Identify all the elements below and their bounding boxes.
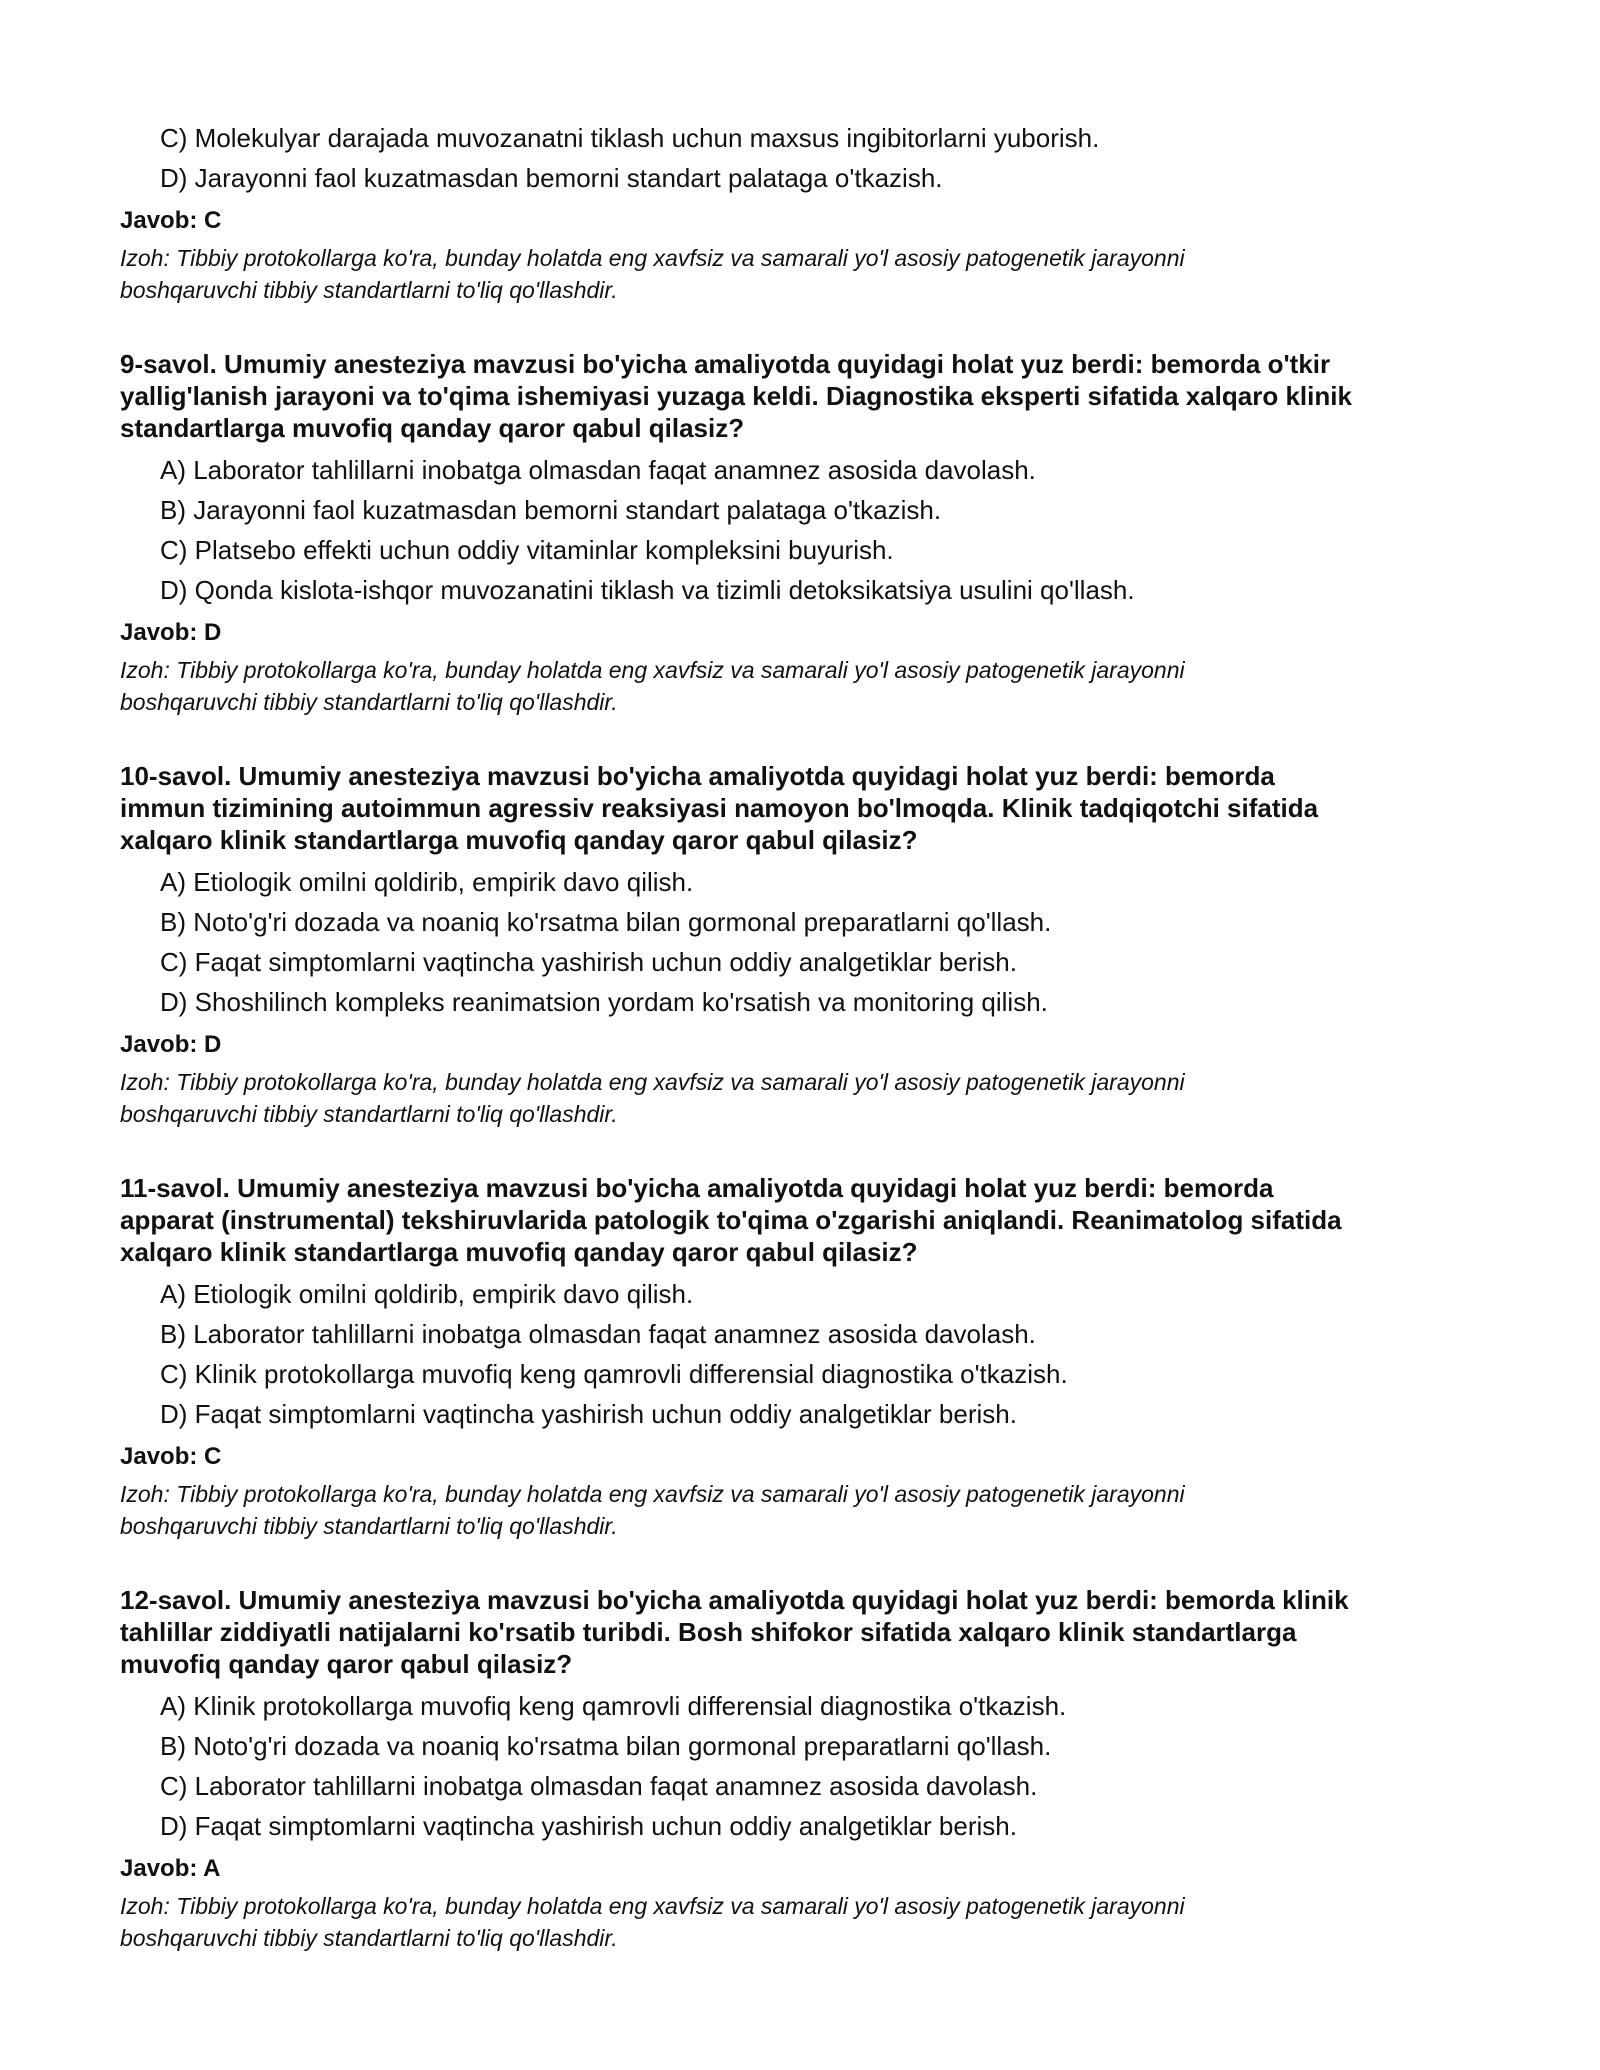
question-line: xalqaro klinik standartlarga muvofiq qanday qaror qabul qilasiz? xyxy=(120,1237,918,1267)
explanation-note xyxy=(120,1478,1500,1542)
question-line: xalqaro klinik standartlarga muvofiq qanday qaror qabul qilasiz? xyxy=(120,825,918,855)
question-10 xyxy=(120,760,1500,1130)
explanation-note xyxy=(120,242,1500,306)
answer-label: Javob: C xyxy=(120,1443,222,1470)
question-line: apparat (instrumental) tekshiruvlarida patologik to'qima o'zgarishi aniqlandi. Reanimatolog sifatida xyxy=(120,1205,1342,1235)
question-text xyxy=(120,348,1500,444)
option-b: B) Laborator tahlillarni inobatga olmasdan faqat anamnez asosida davolash. xyxy=(160,1319,1036,1349)
question-8-fragment xyxy=(120,118,1500,306)
option-d: D) Faqat simptomlarni vaqtincha yashirish uchun oddiy analgetiklar berish. xyxy=(160,1811,1017,1841)
question-text xyxy=(120,760,1500,856)
note-line: boshqaruvchi tibbiy standartlarni to'liq qo'llashdir. xyxy=(120,689,618,715)
note-line: Izoh: Tibbiy protokollarga ko'ra, bunday holatda eng xavfsiz va samarali yo'l asosiy patogenetik jarayonni xyxy=(120,657,1185,683)
question-text xyxy=(120,1584,1500,1680)
option-a: A) Laborator tahlillarni inobatga olmasdan faqat anamnez asosida davolash. xyxy=(160,455,1036,485)
option-d: D) Faqat simptomlarni vaqtincha yashirish uchun oddiy analgetiklar berish. xyxy=(160,1399,1017,1429)
option-b: B) Jarayonni faol kuzatmasdan bemorni standart palataga o'tkazish. xyxy=(160,495,942,525)
option-c: C) Faqat simptomlarni vaqtincha yashirish uchun oddiy analgetiklar berish. xyxy=(160,947,1017,977)
option-c: C) Laborator tahlillarni inobatga olmasdan faqat anamnez asosida davolash. xyxy=(160,1771,1038,1801)
option-b: B) Noto'g'ri dozada va noaniq ko'rsatma bilan gormonal preparatlarni qo'llash. xyxy=(160,907,1052,937)
question-line: standartlarga muvofiq qanday qaror qabul qilasiz? xyxy=(120,413,745,443)
note-line: Izoh: Tibbiy protokollarga ko'ra, bunday holatda eng xavfsiz va samarali yo'l asosiy patogenetik jarayonni xyxy=(120,245,1185,271)
answer-label: Javob: D xyxy=(120,1031,222,1058)
note-line: boshqaruvchi tibbiy standartlarni to'liq qo'llashdir. xyxy=(120,277,618,303)
option-d: D) Jarayonni faol kuzatmasdan bemorni standart palataga o'tkazish. xyxy=(160,163,943,193)
question-11 xyxy=(120,1172,1500,1542)
explanation-note xyxy=(120,1066,1500,1130)
question-line: tahlillar ziddiyatli natijalarni ko'rsatib turibdi. Bosh shifokor sifatida xalqaro klinik standartlarga xyxy=(120,1617,1297,1647)
option-d: D) Qonda kislota-ishqor muvozanatini tiklash va tizimli detoksikatsiya usulini qo'llash. xyxy=(160,575,1135,605)
option-a: A) Klinik protokollarga muvofiq keng qamrovli differensial diagnostika o'tkazish. xyxy=(160,1691,1067,1721)
document-page xyxy=(120,118,1500,1954)
option-b: B) Noto'g'ri dozada va noaniq ko'rsatma bilan gormonal preparatlarni qo'llash. xyxy=(160,1731,1052,1761)
question-line: 11-savol. Umumiy anesteziya mavzusi bo'yicha amaliyotda quyidagi holat yuz berdi: bemorda xyxy=(120,1173,1274,1203)
explanation-note xyxy=(120,1890,1500,1954)
answer-label: Javob: C xyxy=(120,207,222,234)
note-line: boshqaruvchi tibbiy standartlarni to'liq qo'llashdir. xyxy=(120,1513,618,1539)
note-line: Izoh: Tibbiy protokollarga ko'ra, bunday holatda eng xavfsiz va samarali yo'l asosiy patogenetik jarayonni xyxy=(120,1893,1185,1919)
question-line: 12-savol. Umumiy anesteziya mavzusi bo'yicha amaliyotda quyidagi holat yuz berdi: bemorda klinik xyxy=(120,1585,1349,1615)
option-a: A) Etiologik omilni qoldirib, empirik davo qilish. xyxy=(160,867,694,897)
question-line: muvofiq qanday qaror qabul qilasiz? xyxy=(120,1649,573,1679)
option-c: C) Platsebo effekti uchun oddiy vitaminlar kompleksini buyurish. xyxy=(160,535,894,565)
question-9 xyxy=(120,348,1500,718)
answer-label: Javob: D xyxy=(120,619,222,646)
question-line: yallig'lanish jarayoni va to'qima ishemiyasi yuzaga keldi. Diagnostika eksperti sifatida xalqaro klinik xyxy=(120,381,1352,411)
question-line: 10-savol. Umumiy anesteziya mavzusi bo'yicha amaliyotda quyidagi holat yuz berdi: bemorda xyxy=(120,761,1275,791)
option-a: A) Etiologik omilni qoldirib, empirik davo qilish. xyxy=(160,1279,694,1309)
note-line: Izoh: Tibbiy protokollarga ko'ra, bunday holatda eng xavfsiz va samarali yo'l asosiy patogenetik jarayonni xyxy=(120,1069,1185,1095)
option-c: C) Molekulyar darajada muvozanatni tiklash uchun maxsus ingibitorlarni yuborish. xyxy=(160,123,1100,153)
note-line: boshqaruvchi tibbiy standartlarni to'liq qo'llashdir. xyxy=(120,1925,618,1951)
question-12 xyxy=(120,1584,1500,1954)
explanation-note xyxy=(120,654,1500,718)
note-line: Izoh: Tibbiy protokollarga ko'ra, bunday holatda eng xavfsiz va samarali yo'l asosiy patogenetik jarayonni xyxy=(120,1481,1185,1507)
note-line: boshqaruvchi tibbiy standartlarni to'liq qo'llashdir. xyxy=(120,1101,618,1127)
answer-label: Javob: A xyxy=(120,1855,221,1882)
option-c: C) Klinik protokollarga muvofiq keng qamrovli differensial diagnostika o'tkazish. xyxy=(160,1359,1068,1389)
option-d: D) Shoshilinch kompleks reanimatsion yordam ko'rsatish va monitoring qilish. xyxy=(160,987,1048,1017)
question-line: immun tizimining autoimmun agressiv reaksiyasi namoyon bo'lmoqda. Klinik tadqiqotchi sifatida xyxy=(120,793,1319,823)
question-text xyxy=(120,1172,1500,1268)
question-line: 9-savol. Umumiy anesteziya mavzusi bo'yicha amaliyotda quyidagi holat yuz berdi: bemorda o'tkir xyxy=(120,349,1331,379)
